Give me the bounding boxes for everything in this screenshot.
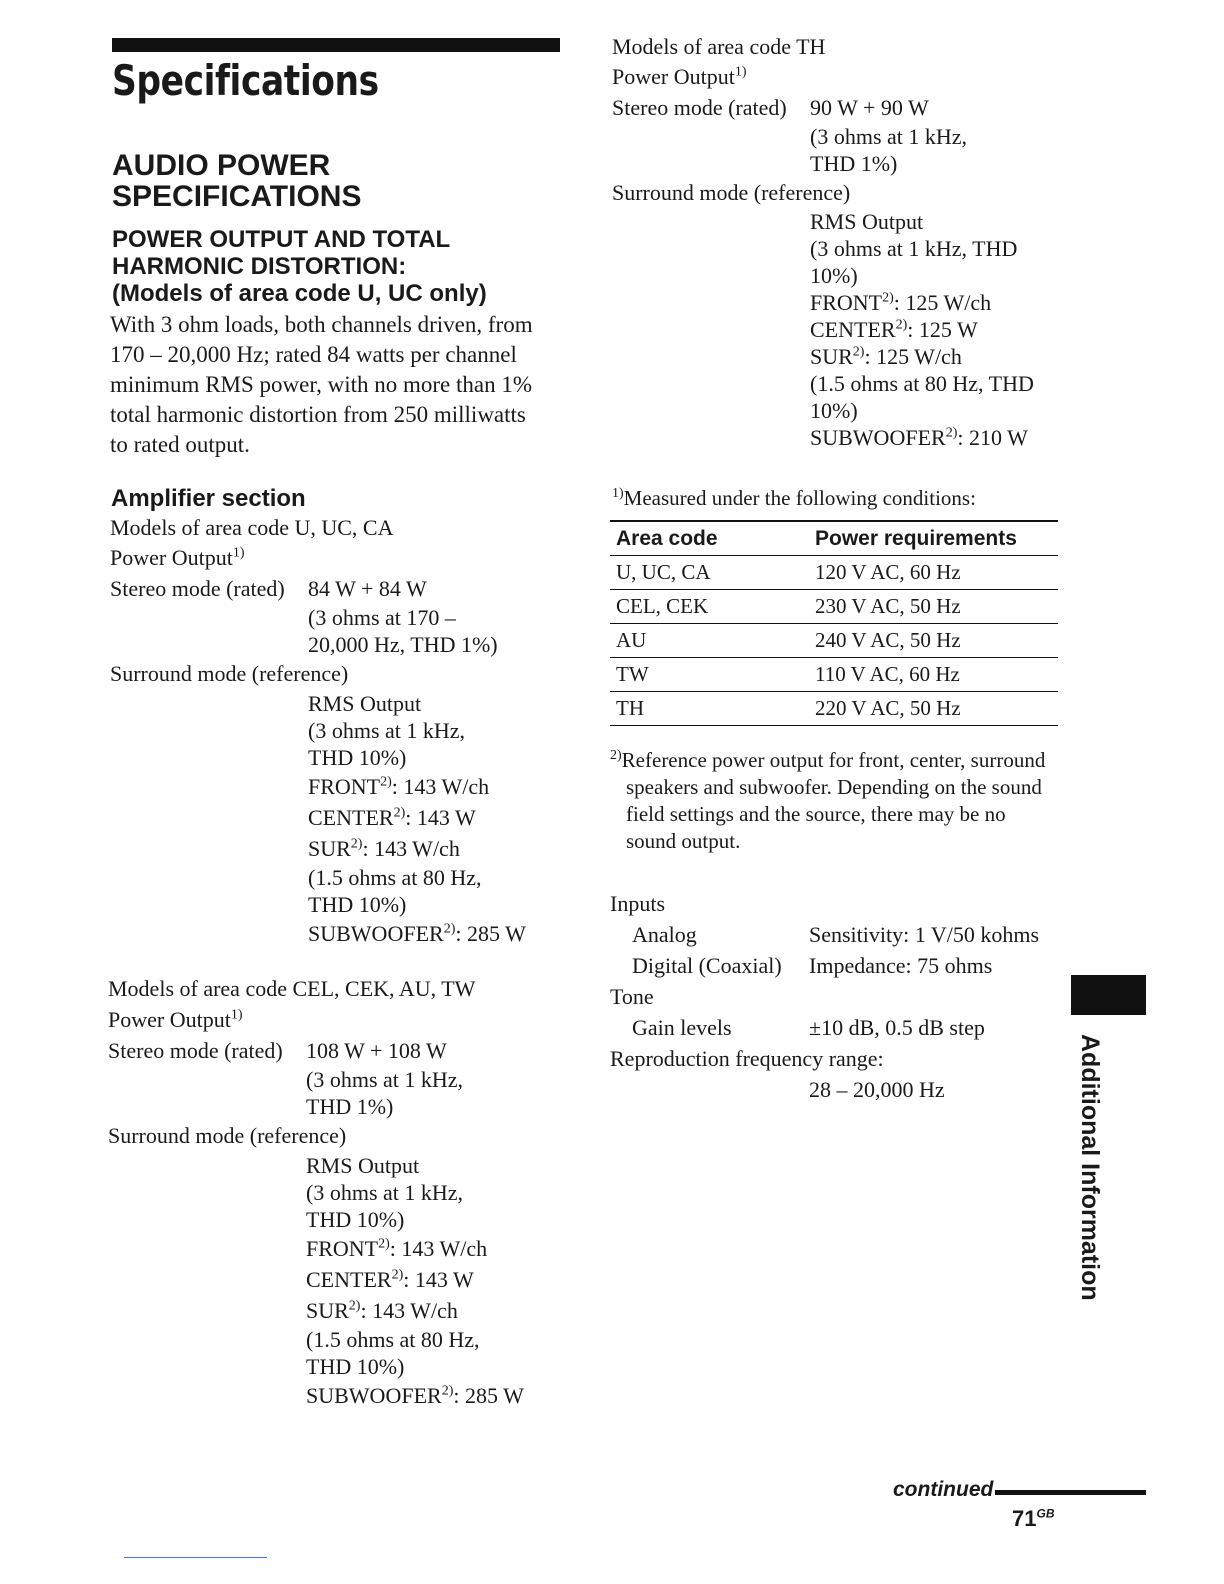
analog-value: Sensitivity: 1 V/50 kohms <box>809 922 1040 947</box>
paragraph-line: With 3 ohm loads, both channels driven, from <box>110 312 533 337</box>
area-code-cell: CEL, CEK <box>610 590 809 624</box>
stereo-condition: (3 ohms at 1 kHz, <box>810 124 968 149</box>
sur-value: SUR$^{2)}$: 125 W/ch <box>810 344 962 369</box>
front-value: FRONT$^{2)}$: 125 W/ch <box>810 290 992 315</box>
audio-heading-line2: SPECIFICATIONS <box>112 180 362 213</box>
surround-label: Surround mode (reference) <box>110 661 349 686</box>
surround-condition: THD 10%) <box>306 1207 405 1232</box>
po-heading-line1: POWER OUTPUT AND TOTAL <box>112 226 451 253</box>
rms-output: RMS Output <box>308 691 422 716</box>
stereo-condition: (3 ohms at 170 – <box>308 605 456 630</box>
continued-rule <box>995 1490 1146 1495</box>
surround-condition: (3 ohms at 1 kHz, <box>308 718 466 743</box>
bottom-link-underline <box>124 1557 267 1558</box>
po-heading-line3: (Models of area code U, UC only) <box>112 280 487 307</box>
paragraph-line: 170 – 20,000 Hz; rated 84 watts per channel <box>110 342 517 367</box>
stereo-label: Stereo mode (rated) <box>110 576 285 601</box>
surround-label: Surround mode (reference) <box>612 180 851 205</box>
stereo-label: Stereo mode (rated) <box>612 95 787 120</box>
surround-condition: (3 ohms at 1 kHz, THD <box>810 236 1018 261</box>
sur-condition: (1.5 ohms at 80 Hz, <box>308 865 482 890</box>
stereo-condition: 20,000 Hz, THD 1%) <box>308 632 498 657</box>
table-header-row <box>610 521 1058 556</box>
area-code-cell: TW <box>610 658 809 692</box>
power-output-paragraph <box>110 310 570 460</box>
stereo-value: 90 W + 90 W <box>810 95 929 120</box>
table-row <box>610 692 1058 726</box>
section-tab-marker <box>1071 975 1146 1015</box>
page-number: $71^{GB}$ <box>1012 1506 1055 1531</box>
power-output-label: Power Output$^{1)}$ <box>110 545 245 570</box>
subwoofer-value: SUBWOOFER$^{2)}$: 210 W <box>810 425 1028 450</box>
stereo-row <box>110 573 590 604</box>
sur-value: SUR$^{2)}$: 143 W/ch <box>308 836 460 861</box>
gain-value: ±10 dB, 0.5 dB step <box>809 1015 985 1040</box>
gain-row <box>610 1012 1039 1043</box>
sur-value: SUR$^{2)}$: 143 W/ch <box>306 1298 458 1323</box>
amplifier-section-heading: Amplifier section <box>111 485 306 512</box>
center-value: CENTER$^{2)}$: 143 W <box>306 1267 474 1292</box>
frequency-value: 28 – 20,000 Hz <box>809 1077 945 1102</box>
stereo-row <box>108 1035 588 1066</box>
audio-power-heading <box>112 150 361 212</box>
footnote-mark: 1) <box>612 486 624 501</box>
sur-condition: 10%) <box>810 398 858 423</box>
center-value: CENTER$^{2)}$: 143 W <box>308 805 476 830</box>
subwoofer-value: SUBWOOFER$^{2)}$: 285 W <box>308 921 526 946</box>
sur-condition: THD 10%) <box>308 892 407 917</box>
area-code-cell: AU <box>610 624 809 658</box>
paragraph-line: total harmonic distortion from 250 milliwatts <box>110 402 526 427</box>
column-header: Area code <box>610 521 809 556</box>
area-code-cell: TH <box>610 692 809 726</box>
inputs-section <box>610 888 1039 1105</box>
section-tab-text: Additional Information <box>1076 1034 1104 1301</box>
tone-heading: Tone <box>610 984 654 1009</box>
stereo-condition: THD 1%) <box>306 1094 394 1119</box>
power-requirements-table <box>610 520 1058 726</box>
stereo-condition: THD 1%) <box>810 151 898 176</box>
digital-row <box>610 950 1039 981</box>
stereo-row <box>612 92 1092 123</box>
title-rule <box>112 38 560 52</box>
models-line: Models of area code U, UC, CA <box>110 515 394 540</box>
power-output-heading <box>112 226 487 307</box>
table-row <box>610 590 1058 624</box>
digital-value: Impedance: 75 ohms <box>809 953 993 978</box>
power-cell: 120 V AC, 60 Hz <box>809 556 1058 590</box>
table-row <box>610 624 1058 658</box>
sur-condition: (1.5 ohms at 80 Hz, <box>306 1327 480 1352</box>
digital-label: Digital (Coaxial) <box>632 953 782 978</box>
subwoofer-value: SUBWOOFER$^{2)}$: 285 W <box>306 1383 524 1408</box>
section-tab-label <box>1068 1034 1104 1301</box>
center-value: CENTER$^{2)}$: 125 W <box>810 317 978 342</box>
footnote2-line: sound output. <box>626 829 741 853</box>
power-output-label: Power Output$^{1)}$ <box>612 64 747 89</box>
front-value: FRONT$^{2)}$: 143 W/ch <box>306 1236 488 1261</box>
table-row <box>610 658 1058 692</box>
paragraph-line: to rated output. <box>110 432 250 457</box>
power-cell: 230 V AC, 50 Hz <box>809 590 1058 624</box>
table-row <box>610 556 1058 590</box>
spec-block-th <box>612 33 1092 451</box>
models-line: Models of area code CEL, CEK, AU, TW <box>108 976 476 1001</box>
page-title: Specifications <box>112 56 379 105</box>
surround-label: Surround mode (reference) <box>108 1123 347 1148</box>
footnote2-line: $^{2)}$Reference power output for front, center, surround <box>610 748 1046 772</box>
spec-block-cel-cek-au-tw <box>108 974 588 1412</box>
surround-condition: THD 10%) <box>308 745 407 770</box>
analog-row <box>610 919 1039 950</box>
spec-block-u-uc-ca <box>110 513 590 950</box>
paragraph-line: minimum RMS power, with no more than 1% <box>110 372 532 397</box>
footnote-2 <box>610 747 1070 855</box>
footnote-text: Measured under the following conditions: <box>623 486 976 510</box>
column-header: Power requirements <box>809 521 1058 556</box>
inputs-heading: Inputs <box>610 891 665 916</box>
footnote-1 <box>612 485 976 512</box>
sur-condition: (1.5 ohms at 80 Hz, THD <box>810 371 1034 396</box>
power-cell: 110 V AC, 60 Hz <box>809 658 1058 692</box>
sur-condition: THD 10%) <box>306 1354 405 1379</box>
power-cell: 220 V AC, 50 Hz <box>809 692 1058 726</box>
power-cell: 240 V AC, 50 Hz <box>809 624 1058 658</box>
stereo-condition: (3 ohms at 1 kHz, <box>306 1067 464 1092</box>
footnote2-line: field settings and the source, there may be no <box>626 802 1006 826</box>
po-heading-line2: HARMONIC DISTORTION: <box>112 253 407 280</box>
front-value: FRONT$^{2)}$: 143 W/ch <box>308 774 490 799</box>
frequency-label: Reproduction frequency range: <box>610 1046 884 1071</box>
analog-label: Analog <box>632 922 697 947</box>
stereo-label: Stereo mode (rated) <box>108 1038 283 1063</box>
surround-condition: 10%) <box>810 263 858 288</box>
audio-heading-line1: AUDIO POWER <box>112 149 331 182</box>
stereo-value: 84 W + 84 W <box>308 576 427 601</box>
continued-label: continued <box>893 1478 994 1501</box>
power-output-label: Power Output$^{1)}$ <box>108 1007 243 1032</box>
area-code-cell: U, UC, CA <box>610 556 809 590</box>
surround-condition: (3 ohms at 1 kHz, <box>306 1180 464 1205</box>
stereo-value: 108 W + 108 W <box>306 1038 447 1063</box>
footnote2-line: speakers and subwoofer. Depending on the sound <box>626 775 1042 799</box>
rms-output: RMS Output <box>306 1153 420 1178</box>
gain-label: Gain levels <box>632 1015 732 1040</box>
models-line: Models of area code TH <box>612 34 826 59</box>
rms-output: RMS Output <box>810 209 924 234</box>
